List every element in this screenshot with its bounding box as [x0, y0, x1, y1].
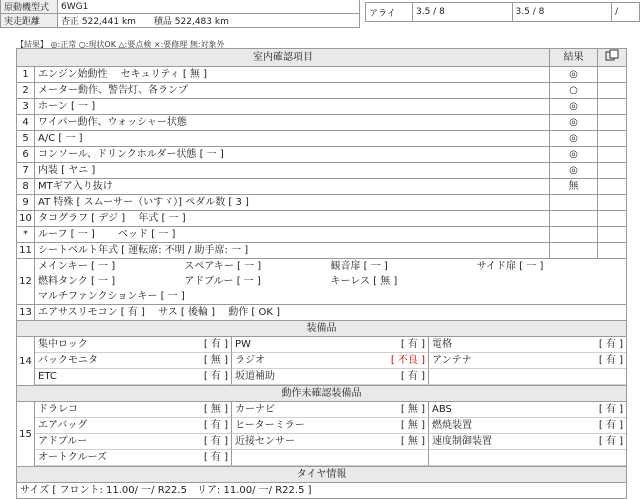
confirm-item: エンジン始動性 セキュリティ [ 無 ]: [35, 67, 550, 83]
equipment-cell: [35, 402, 232, 418]
equipment-name: バックモニタ: [38, 355, 98, 366]
row-number: *: [17, 227, 35, 243]
result-cell: ◎: [550, 67, 598, 83]
equipment-name: ラジオ: [235, 355, 265, 366]
equipment-name: エアバッグ: [38, 420, 88, 431]
key-field: [331, 289, 477, 304]
equipment-value: [ 有 ]: [598, 420, 623, 431]
equipment-name: オートクルーズ: [38, 452, 107, 463]
equipment-cell: [35, 434, 232, 450]
copy-icon[interactable]: [598, 49, 627, 67]
blank-cell: [598, 83, 627, 99]
row-number: 7: [17, 163, 35, 179]
key-field: アドブルー [ 一 ]: [184, 276, 261, 287]
equipment-cell: [35, 337, 232, 353]
equipment-name: 近接センサー: [235, 436, 295, 447]
equipment-name: 速度制御装置: [432, 436, 492, 447]
blank-cell: [598, 195, 627, 211]
equipment-name: ヒーターミラー: [235, 420, 305, 431]
row-number: 6: [17, 147, 35, 163]
equipment-value: [ 有 ]: [203, 420, 228, 431]
equipment-value: [ 有 ]: [203, 371, 228, 382]
confirm-item: 内装 [ ヤニ ]: [35, 163, 550, 179]
blank-cell: [598, 67, 627, 83]
model-label: 原動機型式: [1, 0, 58, 14]
blank-cell: [598, 163, 627, 179]
row-number: 1: [17, 67, 35, 83]
equipment-value: [ 無 ]: [400, 436, 425, 447]
key-line: [38, 274, 623, 289]
blank-cell: [598, 211, 627, 227]
confirm-item: ワイパー動作、ウォッシャー状態: [35, 115, 550, 131]
key-field: 燃料タンク [ 一 ]: [38, 276, 116, 287]
result-cell: ○: [550, 83, 598, 99]
result-cell: [550, 243, 598, 259]
alignment-table: [365, 2, 640, 22]
row-number: 9: [17, 195, 35, 211]
equipment-name: カーナビ: [235, 404, 275, 415]
row-number: 4: [17, 115, 35, 131]
blank-cell: [598, 99, 627, 115]
equipment-name: 集中ロック: [38, 339, 88, 350]
equipment-cell: [429, 402, 626, 418]
confirm-row: [17, 195, 627, 211]
key-field: 観音扉 [ 一 ]: [330, 261, 388, 272]
row-number: 3: [17, 99, 35, 115]
align-label: アライ: [366, 3, 413, 22]
confirm-row: [17, 227, 627, 243]
result-cell: [550, 227, 598, 243]
confirm-item: ルーフ [ 一 ] ベッド [ 一 ]: [35, 227, 550, 243]
equipment-value: [ 有 ]: [598, 404, 623, 415]
equipment-value: [ 有 ]: [400, 339, 425, 350]
equipment-cell: [232, 418, 429, 434]
equipment-cell: [232, 450, 429, 466]
key-field: メインキー [ 一 ]: [38, 261, 116, 272]
row-number: 13: [17, 305, 35, 321]
confirm-item: AT 特殊 [ スムーサー（いすゞ）] ペダル数 [ 3 ]: [35, 195, 550, 211]
confirm-row: [17, 83, 627, 99]
row-number: 11: [17, 243, 35, 259]
equipment-cell: [429, 337, 626, 353]
model-value: 6WG1: [58, 0, 360, 14]
confirm-row: [17, 67, 627, 83]
equipment-value: [ 不良 ]: [390, 355, 425, 366]
key-field: キーレス [ 無 ]: [330, 276, 398, 287]
mileage-label: 実走距離: [1, 14, 58, 28]
equipment-value: [ 有 ]: [598, 436, 623, 447]
equipment-name: PW: [235, 339, 251, 350]
equipment-value: [ 有 ]: [203, 452, 228, 463]
result-cell: ◎: [550, 147, 598, 163]
confirm-item: メーター動作、警告灯、各ランプ: [35, 83, 550, 99]
equipment-cell: [429, 353, 626, 369]
row-number: 2: [17, 83, 35, 99]
tire-size: サイズ [ フロント: 11.00/ 一/ R22.5 リア: 11.00/ 一/ R22.5 ]: [17, 483, 627, 499]
section-title-equipment: 装備品: [17, 321, 627, 337]
section-title-confirm: 室内確認項目: [17, 49, 550, 67]
section-title-unchecked: 動作未確認装備品: [17, 386, 627, 402]
equipment-cell: [232, 402, 429, 418]
row-number: 10: [17, 211, 35, 227]
confirm-row: [17, 131, 627, 147]
key-line: [38, 289, 623, 304]
result-cell: ◎: [550, 99, 598, 115]
mileage-value: 杏正 522,441 km 積品 522,483 km: [58, 14, 360, 28]
row-number: 14: [17, 337, 35, 386]
key-field: サイド扉 [ 一 ]: [476, 261, 544, 272]
result-header: 結果: [550, 49, 598, 67]
blank-cell: [598, 179, 627, 195]
equipment-value: [ 無 ]: [203, 355, 228, 366]
confirm-item: ホーン [ 一 ]: [35, 99, 550, 115]
align-value-2: 3.5 / 8: [512, 3, 612, 22]
equipment-name: ドラレコ: [38, 404, 78, 415]
equipment-grid: [35, 337, 626, 385]
confirm-row: [17, 179, 627, 195]
equipment-name: ETC: [38, 371, 57, 382]
equipment-value: [ 有 ]: [203, 339, 228, 350]
blank-cell: [598, 227, 627, 243]
confirm-row: [17, 243, 627, 259]
key-field: マルチファンクションキー [ 一 ]: [38, 291, 185, 302]
align-value-3: /: [612, 3, 640, 22]
equipment-value: [ 無 ]: [203, 404, 228, 415]
confirm-item: コンソール、ドリンクホルダー状態 [ 一 ]: [35, 147, 550, 163]
result-cell: ◎: [550, 163, 598, 179]
row-number: 12: [17, 259, 35, 305]
result-cell: [550, 211, 598, 227]
confirm-row: [17, 115, 627, 131]
equipment-cell: [232, 353, 429, 369]
key-line: [38, 259, 623, 274]
equipment-cell: [35, 353, 232, 369]
confirm-row: [17, 99, 627, 115]
equipment-cell: [35, 369, 232, 385]
key-info: [35, 259, 627, 305]
equipment-value: [ 有 ]: [400, 371, 425, 382]
equipment-value: [ 有 ]: [203, 436, 228, 447]
key-field: [184, 289, 330, 304]
result-cell: ◎: [550, 115, 598, 131]
confirm-row: [17, 211, 627, 227]
confirm-row: [17, 147, 627, 163]
legend: 【結果】 ◎:正常 ○:現状OK △:要点検 ×:要修理 無:対象外: [16, 40, 225, 49]
confirm-item: タコグラフ [ デジ ] 年式 [ 一 ]: [35, 211, 550, 227]
equipment-name: 燃焼装置: [432, 420, 472, 431]
row-number: 5: [17, 131, 35, 147]
inspection-table: [16, 48, 627, 499]
result-cell: 無: [550, 179, 598, 195]
key-field: スペアキー [ 一 ]: [184, 261, 262, 272]
equipment-value: [ 無 ]: [400, 420, 425, 431]
key-field: [477, 289, 623, 304]
equipment-name: ABS: [432, 404, 452, 415]
result-cell: ◎: [550, 131, 598, 147]
equipment-cell: [35, 450, 232, 466]
confirm-item: MTギア入り抜け: [35, 179, 550, 195]
equipment-name: アドブルー: [38, 436, 88, 447]
align-value-1: 3.5 / 8: [413, 3, 513, 22]
result-cell: [550, 195, 598, 211]
blank-cell: [598, 131, 627, 147]
confirm-item: シートベルト年式 [ 運転席: 不明 / 助手席: 一 ]: [35, 243, 550, 259]
equipment-cell: [429, 369, 626, 385]
equipment-cell: [429, 434, 626, 450]
unchecked-grid: [35, 402, 626, 466]
key-field: [477, 274, 623, 289]
equipment-cell: [232, 369, 429, 385]
blank-cell: [598, 147, 627, 163]
equipment-cell: [429, 450, 626, 466]
equipment-cell: [232, 434, 429, 450]
air-suspension-item: エアサスリモコン [ 有 ] サス [ 後輪 ] 動作 [ OK ]: [35, 305, 627, 321]
equipment-value: [ 有 ]: [598, 355, 623, 366]
equipment-cell: [35, 418, 232, 434]
equipment-value: [ 有 ]: [598, 339, 623, 350]
blank-cell: [598, 243, 627, 259]
equipment-name: 坂道補助: [235, 371, 275, 382]
confirm-row: [17, 163, 627, 179]
row-number: 8: [17, 179, 35, 195]
equipment-name: アンテナ: [432, 355, 472, 366]
blank-cell: [598, 115, 627, 131]
equipment-value: [ 無 ]: [400, 404, 425, 415]
header-table: [0, 0, 360, 28]
section-title-tire: タイヤ情報: [17, 467, 627, 483]
row-number: 15: [17, 402, 35, 467]
confirm-item: A/C [ 一 ]: [35, 131, 550, 147]
equipment-cell: [429, 418, 626, 434]
equipment-cell: [232, 337, 429, 353]
equipment-name: 電格: [432, 339, 452, 350]
